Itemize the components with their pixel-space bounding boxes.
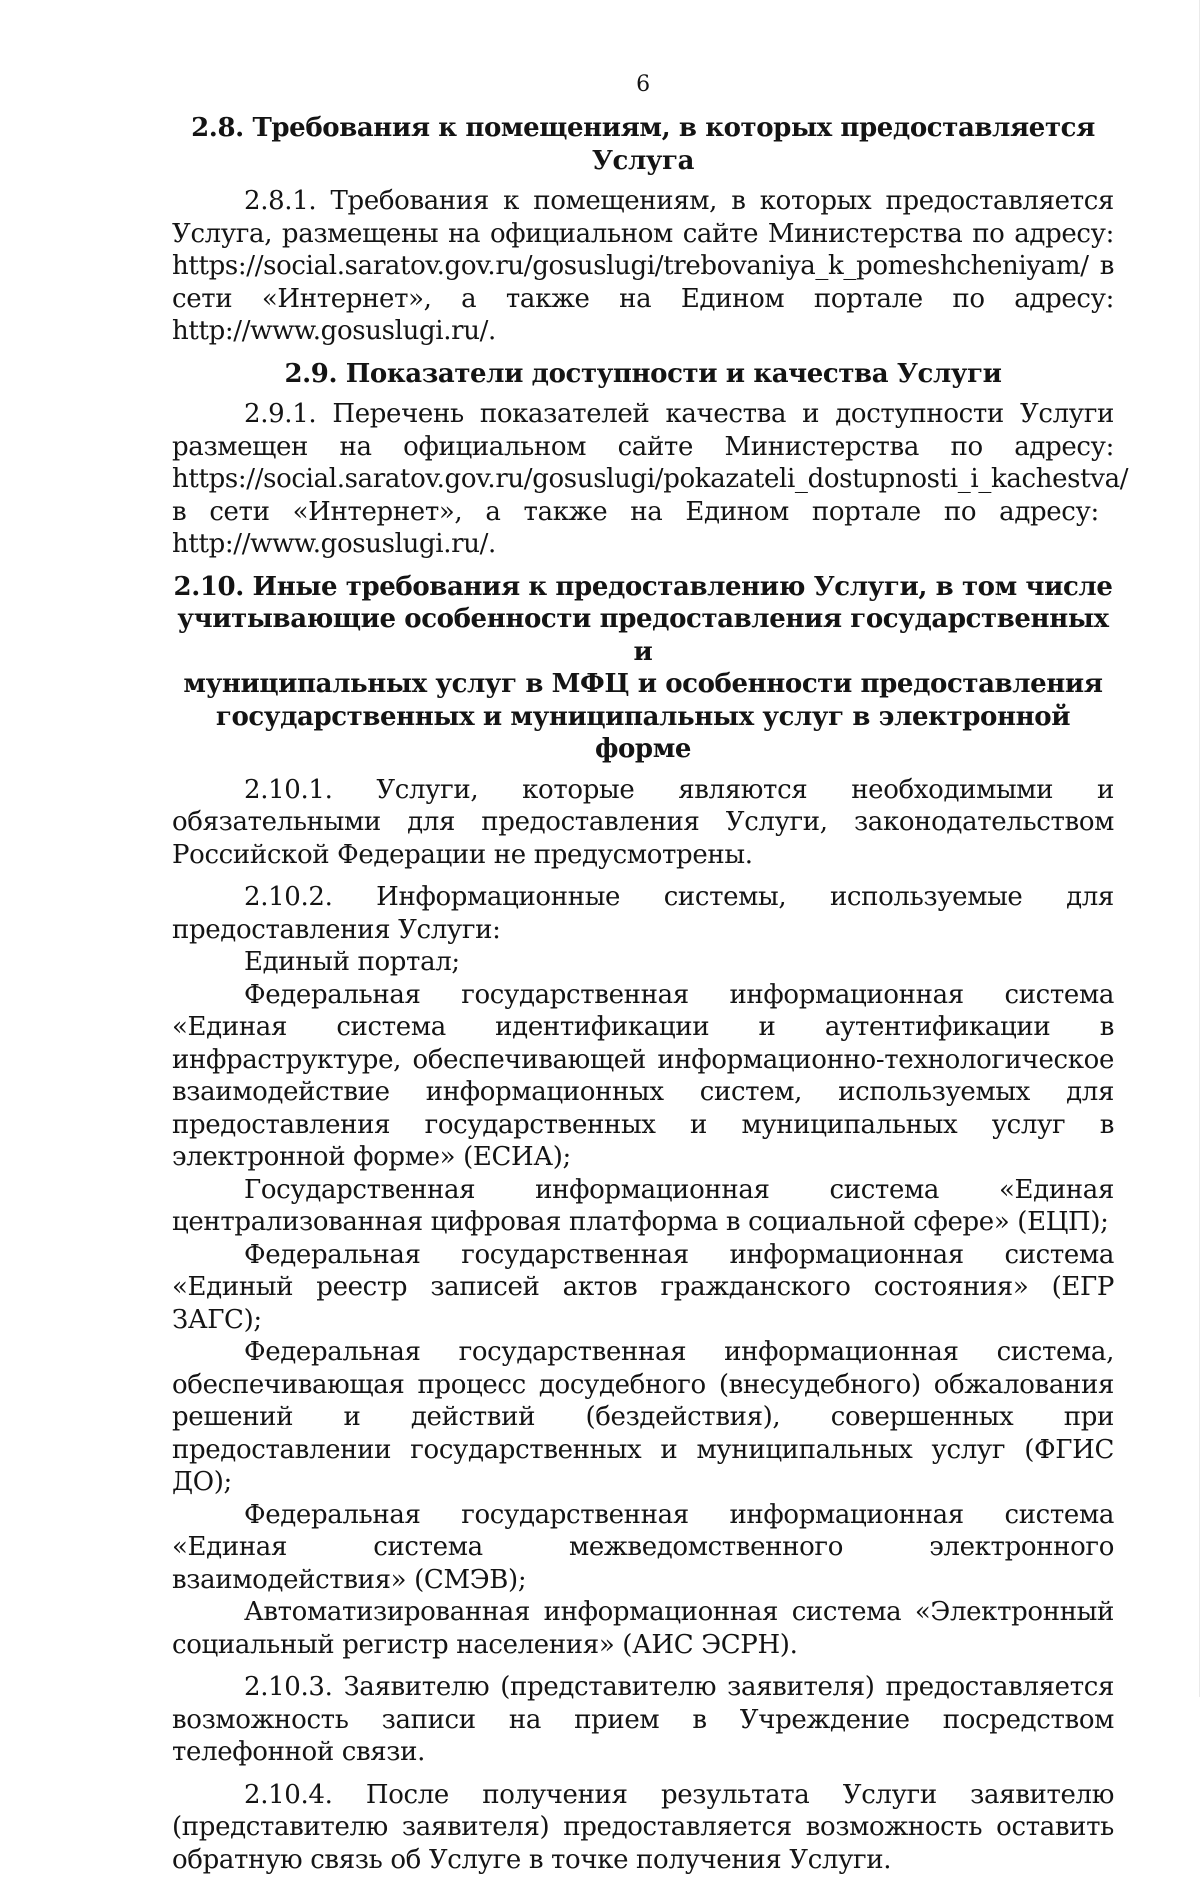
paragraph-2-9-1 bbox=[172, 398, 1129, 561]
list-item: Федеральная государственная информационная система «Единая система идентификации и аутентификации в инфраструктуре, обеспечивающей информационно-технологическое взаимодействие информационных систем, используемых для предоставления государственных и муниципальных услуг в электронной форме» (ЕСИА); bbox=[172, 979, 1114, 1172]
section-2-8 bbox=[172, 112, 1114, 348]
paragraph-2-10-2: 2.10.2. Информационные системы, используемые для предоставления Услуги: bbox=[172, 882, 1114, 945]
section-2-10 bbox=[172, 571, 1114, 1877]
section-heading-2-10-line-3: муниципальных услуг в МФЦ и особенности предоставления bbox=[183, 669, 1103, 699]
section-heading-2-10 bbox=[172, 571, 1114, 766]
page-number: 6 bbox=[636, 72, 650, 97]
paragraph-2-8-1-text: 2.8.1. Требования к помещениям, в которых предоставляется Услуга, размещены на официальном сайте Министерства по адресу: bbox=[172, 186, 1114, 249]
paragraph-2-9-1-tail: в сети «Интернет», а также на Едином портале по адресу: http://www.gosuslugi.ru/. bbox=[172, 496, 1099, 559]
paragraph-2-8-1-tail: в сети «Интернет», а также на Едином портале по адресу: http://www.gosuslugi.ru/. bbox=[172, 251, 1114, 346]
section-heading-2-9: 2.9. Показатели доступности и качества Услуги bbox=[284, 358, 1002, 389]
list-item: Федеральная государственная информационная система «Единая система межведомственного электронного взаимодействия» (СМЭВ); bbox=[172, 1499, 1114, 1595]
requirements-url: https://social.saratov.gov.ru/gosuslugi/trebovaniya_k_pomeshcheniyam/ bbox=[172, 251, 1089, 281]
section-heading-2-10-line-2: учитывающие особенности предоставления государственных и bbox=[177, 604, 1109, 667]
list-item: Государственная информационная система «Единая централизованная цифровая платформа в социальной сфере» (ЕЦП); bbox=[172, 1174, 1114, 1237]
paragraph-2-10-3: 2.10.3. Заявителю (представителю заявителя) предоставляется возможность записи на прием в Учреждение посредством телефонной связи. bbox=[172, 1672, 1114, 1767]
paragraph-2-10-1: 2.10.1. Услуги, которые являются необходимыми и обязательными для предоставления Услуги, законодательством Российской Федерации не предусмотрены. bbox=[172, 774, 1114, 870]
paragraph-2-9-1-text: 2.9.1. Перечень показателей качества и доступности Услуги размещен на официальном сайте Министерства по адресу: bbox=[172, 399, 1114, 462]
section-heading-2-8: 2.8. Требования к помещениям, в которых предоставляется Услуга bbox=[191, 113, 1095, 176]
document-body bbox=[172, 70, 1129, 1882]
list-item: Автоматизированная информационная система «Электронный социальный регистр населения» (АИС ЭСРН). bbox=[172, 1597, 1114, 1660]
section-2-9 bbox=[172, 358, 1129, 561]
indicators-url: https://social.saratov.gov.ru/gosuslugi/pokazateli_dostupnosti_i_kachestva/ bbox=[172, 464, 1129, 494]
list-item: Федеральная государственная информационная система «Единый реестр записей актов гражданского состояния» (ЕГР ЗАГС); bbox=[172, 1239, 1114, 1335]
list-item: Федеральная государственная информационная система, обеспечивающая процесс досудебного (внесудебного) обжалования решений и действий (бездействия), совершенных при предоставлении государственных и муниципальных услуг (ФГИС ДО); bbox=[172, 1337, 1114, 1497]
paragraph-2-8-1 bbox=[172, 185, 1114, 348]
list-item: Единый портал; bbox=[244, 947, 460, 977]
section-heading-2-10-line-1: 2.10. Иные требования к предоставлению Услуги, в том числе bbox=[173, 571, 1113, 602]
paragraph-2-10-4: 2.10.4. После получения результата Услуги заявителю (представителю заявителя) предоставляется возможность оставить обратную связь об Услуге в точке получения Услуги. bbox=[172, 1779, 1114, 1875]
section-heading-2-10-line-4: государственных и муниципальных услуг в электронной форме bbox=[215, 701, 1071, 764]
